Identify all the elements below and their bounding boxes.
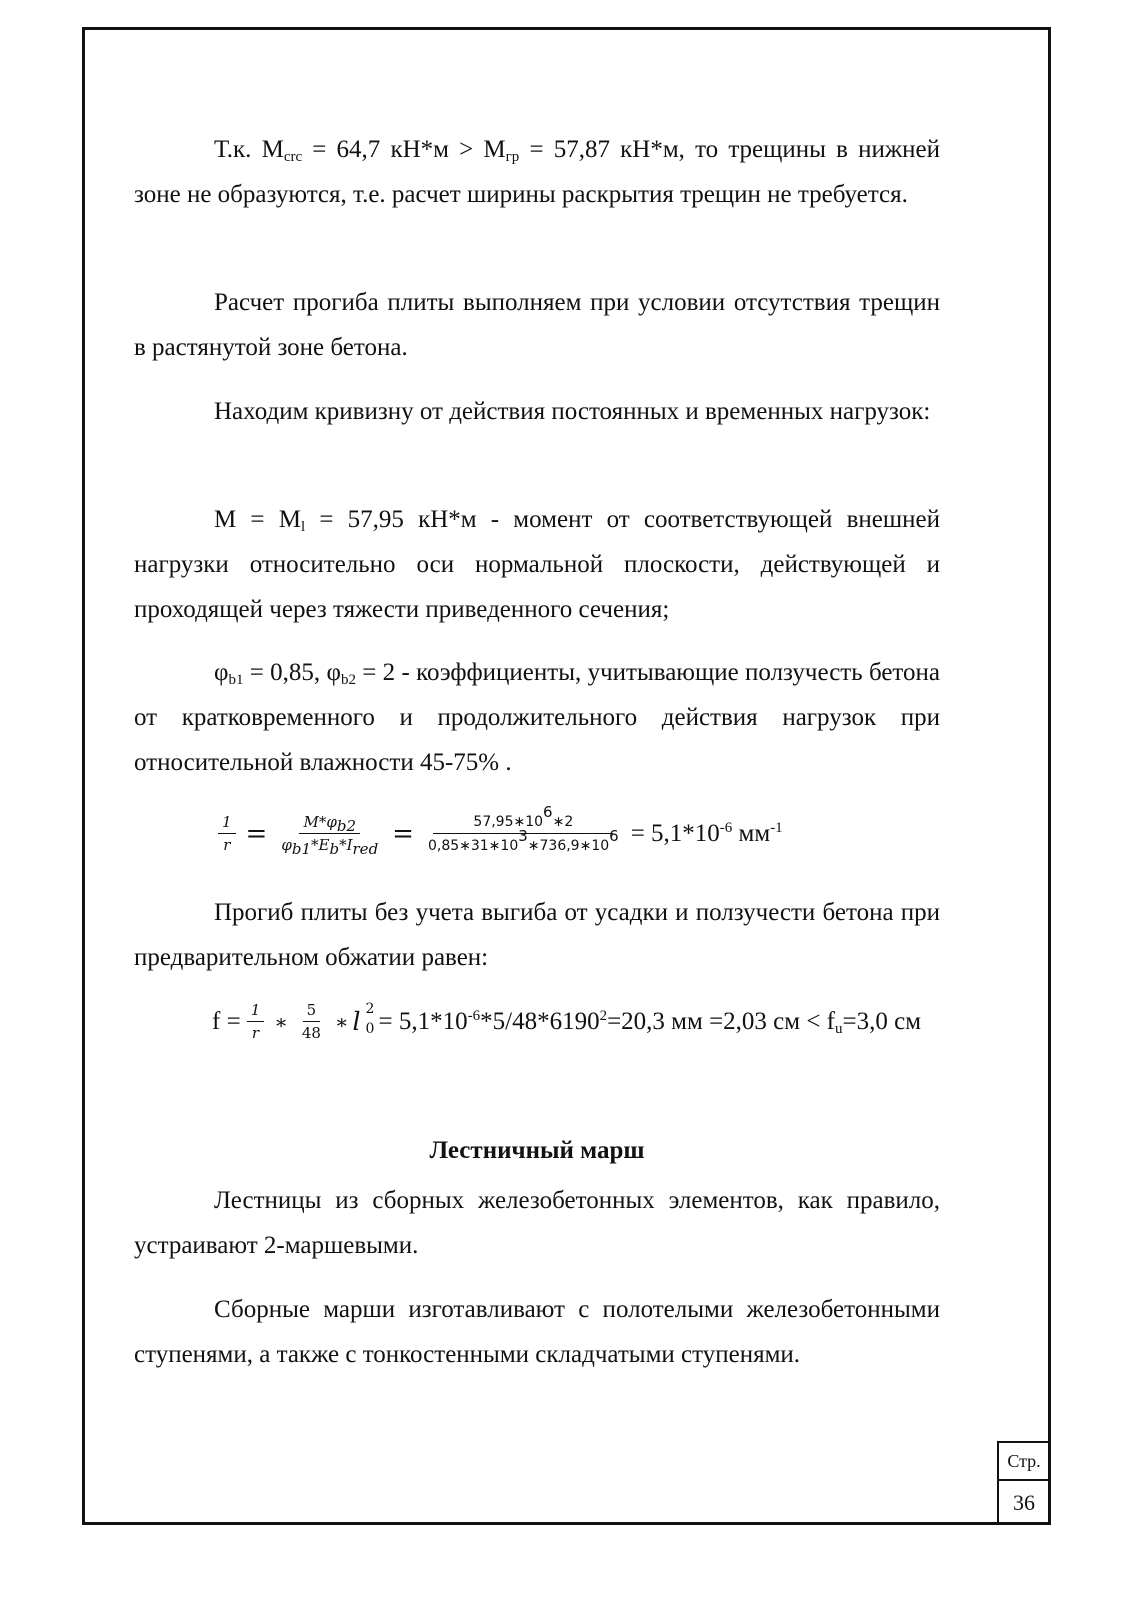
paragraph-moment [134,497,940,632]
frac-numeric: $\frac{57,95∗10^6∗2}{0,85∗31∗10^3∗736,9∗10^6}$ [427,803,619,854]
p6-text: Прогиб плиты без учета выгиба от усадки и ползучести бетона при предварительном обжатии равен: [134,899,940,971]
p4-sub-l: l [300,519,306,535]
deflection-result: = $5,1*10^{-6}*5/48*6190^2=20,3$ мм =2,03 см < $f_u=3,0$ см [378,1007,922,1037]
frac-five-over-48: $\frac{5}{48}$ [301,1001,321,1042]
paragraph-stairs [134,1178,940,1268]
p5-text-a: φ [214,659,229,686]
p8-text: Сборные марши изготавливают с полотелыми железобетонными ступенями, а также с тонкостенными складчатыми ступенями. [134,1296,940,1368]
paragraph-flights [134,1287,940,1377]
p2-text: Расчет прогиба плиты выполняем при условии отсутствия трещин в растянутой зоне бетона. [134,289,940,361]
p5-sub-b1: b1 [228,672,244,688]
p4-text-b: = 57,95 кН*м - момент от соответствующей внешней нагрузки относительно оси нормальной плоскости, действующей и проходящей через тяжести приведенного сечения; [134,506,940,623]
p1-text-c: = 57,87 кН*м, то трещины в нижней зоне не образуются, т.е. расчет ширины раскрытия трещин не требуется. [134,136,940,208]
curvature-result: = $5,1*10^{-6}$ $мм^{-1}$ [630,819,783,847]
formula-curvature [212,803,783,858]
page-label: Стр. [999,1443,1049,1481]
formula-deflection: f = $\frac{1}{r}$ ∗ $\frac{5}{48}$ ∗ l 2 0 = $5,1*10^{-6}*5/48*6190^2=20,3$ мм =2,03 см < $f_u=3,0$ см [212,1001,922,1042]
p3-text: Находим кривизну от действия постоянных и временных нагрузок: [214,398,931,425]
paragraph-coefficients [134,650,940,785]
f-equals: f = [212,1007,241,1035]
p1-sub-crc: crc [283,149,303,165]
p1-text-b: = 64,7 кН*м > М [302,136,506,163]
frac-one-over-r: $\frac{1}{r}$ [218,813,236,854]
paragraph-deflection-intro [134,280,940,370]
frac-one-over-r: $\frac{1}{r}$ [247,1001,265,1042]
span-length-symbol: l 2 0 [352,1001,375,1037]
p7-text: Лестницы из сборных железобетонных элементов, как правило, устраивают 2-маршевыми. [134,1187,940,1259]
paragraph-curvature [134,389,940,434]
page-number: 36 [1013,1490,1035,1515]
section-heading: Лестничный марш [429,1137,645,1164]
p5-sub-b2: b2 [340,672,356,688]
page-stamp [997,1441,1049,1523]
equals-sign: = [392,818,414,849]
p4-text-a: М = М [214,506,301,533]
paragraph-cracks [134,127,940,217]
equals-sign: = [245,818,268,849]
p5-text-b: = 0,85, φ [243,659,341,686]
frac-symbolic: $\frac{M*\varphi_{b2}}{\varphi_{b1}*E_b*I_{red}}$ [281,813,379,858]
paragraph-deflection [134,890,940,980]
p1-sub-gr: гр [505,149,520,165]
p1-text-a: Т.к. М [214,136,284,163]
p5-text-c: = 2 - коэффициенты, учитывающие ползучесть бетона от кратковременного и продолжительного действия нагрузок при относительной влажности 45-75% . [134,659,940,776]
